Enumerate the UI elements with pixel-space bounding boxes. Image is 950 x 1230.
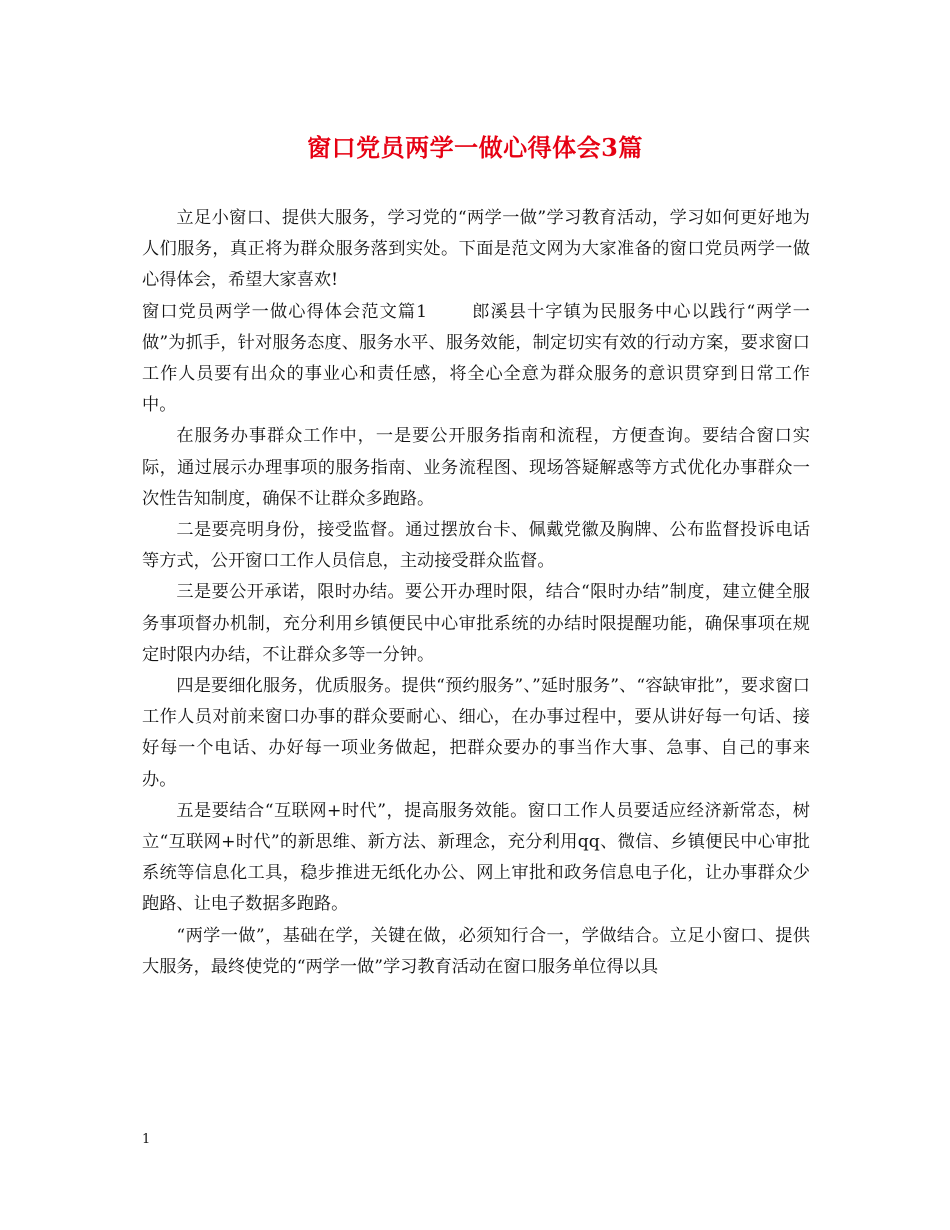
intro-paragraph: 立足小窗口、提供大服务，学习党的“两学一做”学习教育活动，学习如何更好地为人们服务，真正将为群众服务落到实处。下面是范文网为大家准备的窗口党员两学一做心得体会，希望大家喜欢! — [142, 208, 810, 291]
document-body — [142, 203, 810, 983]
section-first-paragraph — [142, 297, 810, 422]
section-heading: 窗口党员两学一做心得体会范文篇1 — [142, 301, 428, 322]
section-first-paragraph-text: 郎溪县十字镇为民服务中心以践行“两学一做”为抓手，针对服务态度、服务水平、服务效能，制定切实有效的行动方案，要求窗口工作人员要有出众的事业心和责任感，将全心全意为群众服务的意识贯穿到日常工作中。 — [142, 301, 810, 416]
body-paragraph: 四是要细化服务，优质服务。提供“预约服务”、”延时服务”、“容缺审批”，要求窗口工作人员对前来窗口办事的群众要耐心、细心，在办事过程中，要从讲好每一句话、接好每一个电话、办好每一项业务做起，把群众要办的事当作大事、急事、自己的事来办。 — [142, 676, 810, 790]
body-paragraph: 二是要亮明身份，接受监督。通过摆放台卡、佩戴党徽及胸牌、公布监督投诉电话等方式，公开窗口工作人员信息，主动接受群众监督。 — [142, 520, 810, 572]
page-number: 1 — [142, 1132, 151, 1147]
body-paragraph: “两学一做”，基础在学，关键在做，必须知行合一，学做结合。立足小窗口、提供大服务，最终使党的“两学一做”学习教育活动在窗口服务单位得以具 — [142, 925, 810, 977]
body-paragraph: 在服务办事群众工作中，一是要公开服务指南和流程，方便查询。要结合窗口实际，通过展示办理事项的服务指南、业务流程图、现场答疑解惑等方式优化办事群众一次性告知制度，确保不让群众多跑路。 — [142, 426, 810, 509]
body-paragraph: 三是要公开承诺，限时办结。要公开办理时限，结合“限时办结”制度，建立健全服务事项督办机制，充分利用乡镇便民中心审批系统的办结时限提醒功能，确保事项在规定时限内办结，不让群众多等一分钟。 — [142, 582, 810, 665]
body-paragraph: 五是要结合“互联网+时代”，提高服务效能。窗口工作人员要适应经济新常态，树立“互联网+时代”的新思维、新方法、新理念，充分利用qq、微信、乡镇便民中心审批系统等信息化工具，稳步推进无纸化办公、网上审批和政务信息电子化，让办事群众少跑路、让电子数据多跑路。 — [142, 800, 810, 915]
page-title: 窗口党员两学一做心得体会3篇 — [307, 133, 643, 162]
